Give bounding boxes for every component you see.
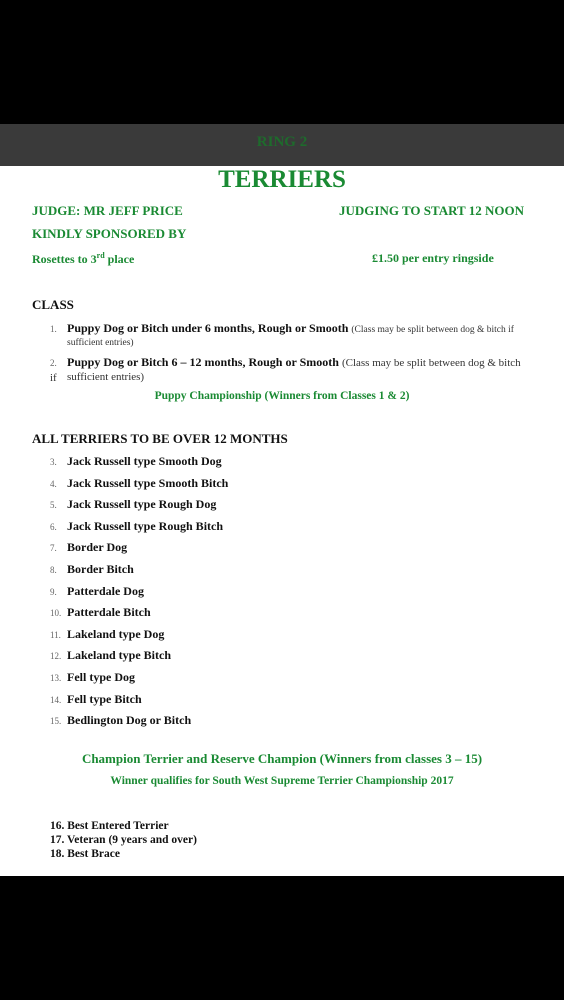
list-item: 16. Best Entered Terrier [50, 820, 169, 832]
list-item [50, 627, 164, 642]
document-page [0, 166, 564, 876]
list-item-label: Lakeland type Dog [67, 626, 165, 641]
list-item-number: 12. [50, 651, 62, 662]
list-item-label: Patterdale Dog [67, 583, 144, 598]
entry-fee: £1.50 per entry ringside [372, 251, 494, 265]
list-item-label: Fell type Bitch [67, 691, 142, 706]
list-item-note: sufficient entries) [67, 338, 134, 348]
list-item-number: 11. [50, 629, 61, 640]
list-item-label: Jack Russell type Rough Dog [67, 497, 217, 512]
ring-label: RING 2 [256, 134, 308, 150]
class-heading: CLASS [32, 297, 74, 312]
list-item-number: 15. [50, 716, 62, 727]
page-title: TERRIERS [218, 166, 346, 193]
list-item-number: 3. [50, 457, 57, 467]
list-item: 18. Best Brace [50, 848, 120, 860]
list-item-number: 9. [50, 586, 57, 597]
list-item-number: 4. [50, 478, 57, 489]
list-item-number: 6. [50, 521, 57, 532]
list-item-label: Border Dog [67, 540, 128, 555]
list-item-number: 13. [50, 673, 62, 683]
judging-start-time: JUDGING TO START 12 NOON [339, 203, 524, 218]
list-item [50, 713, 191, 728]
list-item-number: 10. [50, 608, 62, 619]
list-item [50, 648, 171, 663]
list-item [50, 519, 223, 534]
list-item-label: Fell type Dog [67, 670, 135, 684]
list-item [50, 605, 151, 620]
list-item-label: Jack Russell type Smooth Dog [67, 454, 222, 468]
list-item-label: Jack Russell type Smooth Bitch [67, 475, 229, 490]
sponsor-label: KINDLY SPONSORED BY [32, 226, 187, 241]
list-item: 1. Puppy Dog or Bitch under 6 months, Rough or Smooth (Class may be split between dog & bitch if [50, 321, 514, 335]
list-item-number: 8. [50, 565, 57, 575]
list-item: 2. Puppy Dog or Bitch 6 – 12 months, Rough or Smooth (Class may be split between dog & bitch if [50, 355, 521, 384]
puppy-championship: Puppy Championship (Winners from Classes 1 & 2) [154, 390, 410, 402]
list-item-label: Bedlington Dog or Bitch [67, 713, 192, 728]
judge-name: JUDGE: MR JEFF PRICE [32, 203, 183, 218]
list-item [50, 454, 222, 469]
list-item-label: Patterdale Bitch [67, 605, 151, 620]
list-item-number: 5. [50, 500, 57, 511]
list-item [50, 670, 135, 685]
list-item-number: 7. [50, 543, 57, 554]
list-item-number: 14. [50, 694, 62, 705]
list-item [50, 584, 144, 599]
list-item [50, 562, 134, 577]
champion-heading: Champion Terrier and Reserve Champion (Winners from classes 3 – 15) [81, 751, 483, 766]
qualifier-note: Winner qualifies for South West Supreme Terrier Championship 2017 [110, 775, 454, 787]
list-item-note: sufficient entries) [67, 371, 145, 383]
list-item [50, 692, 142, 707]
final-classes [50, 819, 197, 861]
list-item [50, 497, 216, 512]
terriers-heading: ALL TERRIERS TO BE OVER 12 MONTHS [32, 431, 288, 446]
list-item [50, 476, 228, 491]
list-item: 17. Veteran (9 years and over) [50, 834, 197, 846]
list-item-label: Jack Russell type Rough Bitch [67, 518, 224, 533]
list-item-label: Lakeland type Bitch [67, 648, 172, 663]
list-item [50, 540, 127, 555]
rosettes-info: Rosettes to 3rd place [32, 251, 135, 266]
list-item-label: Border Bitch [67, 562, 134, 576]
